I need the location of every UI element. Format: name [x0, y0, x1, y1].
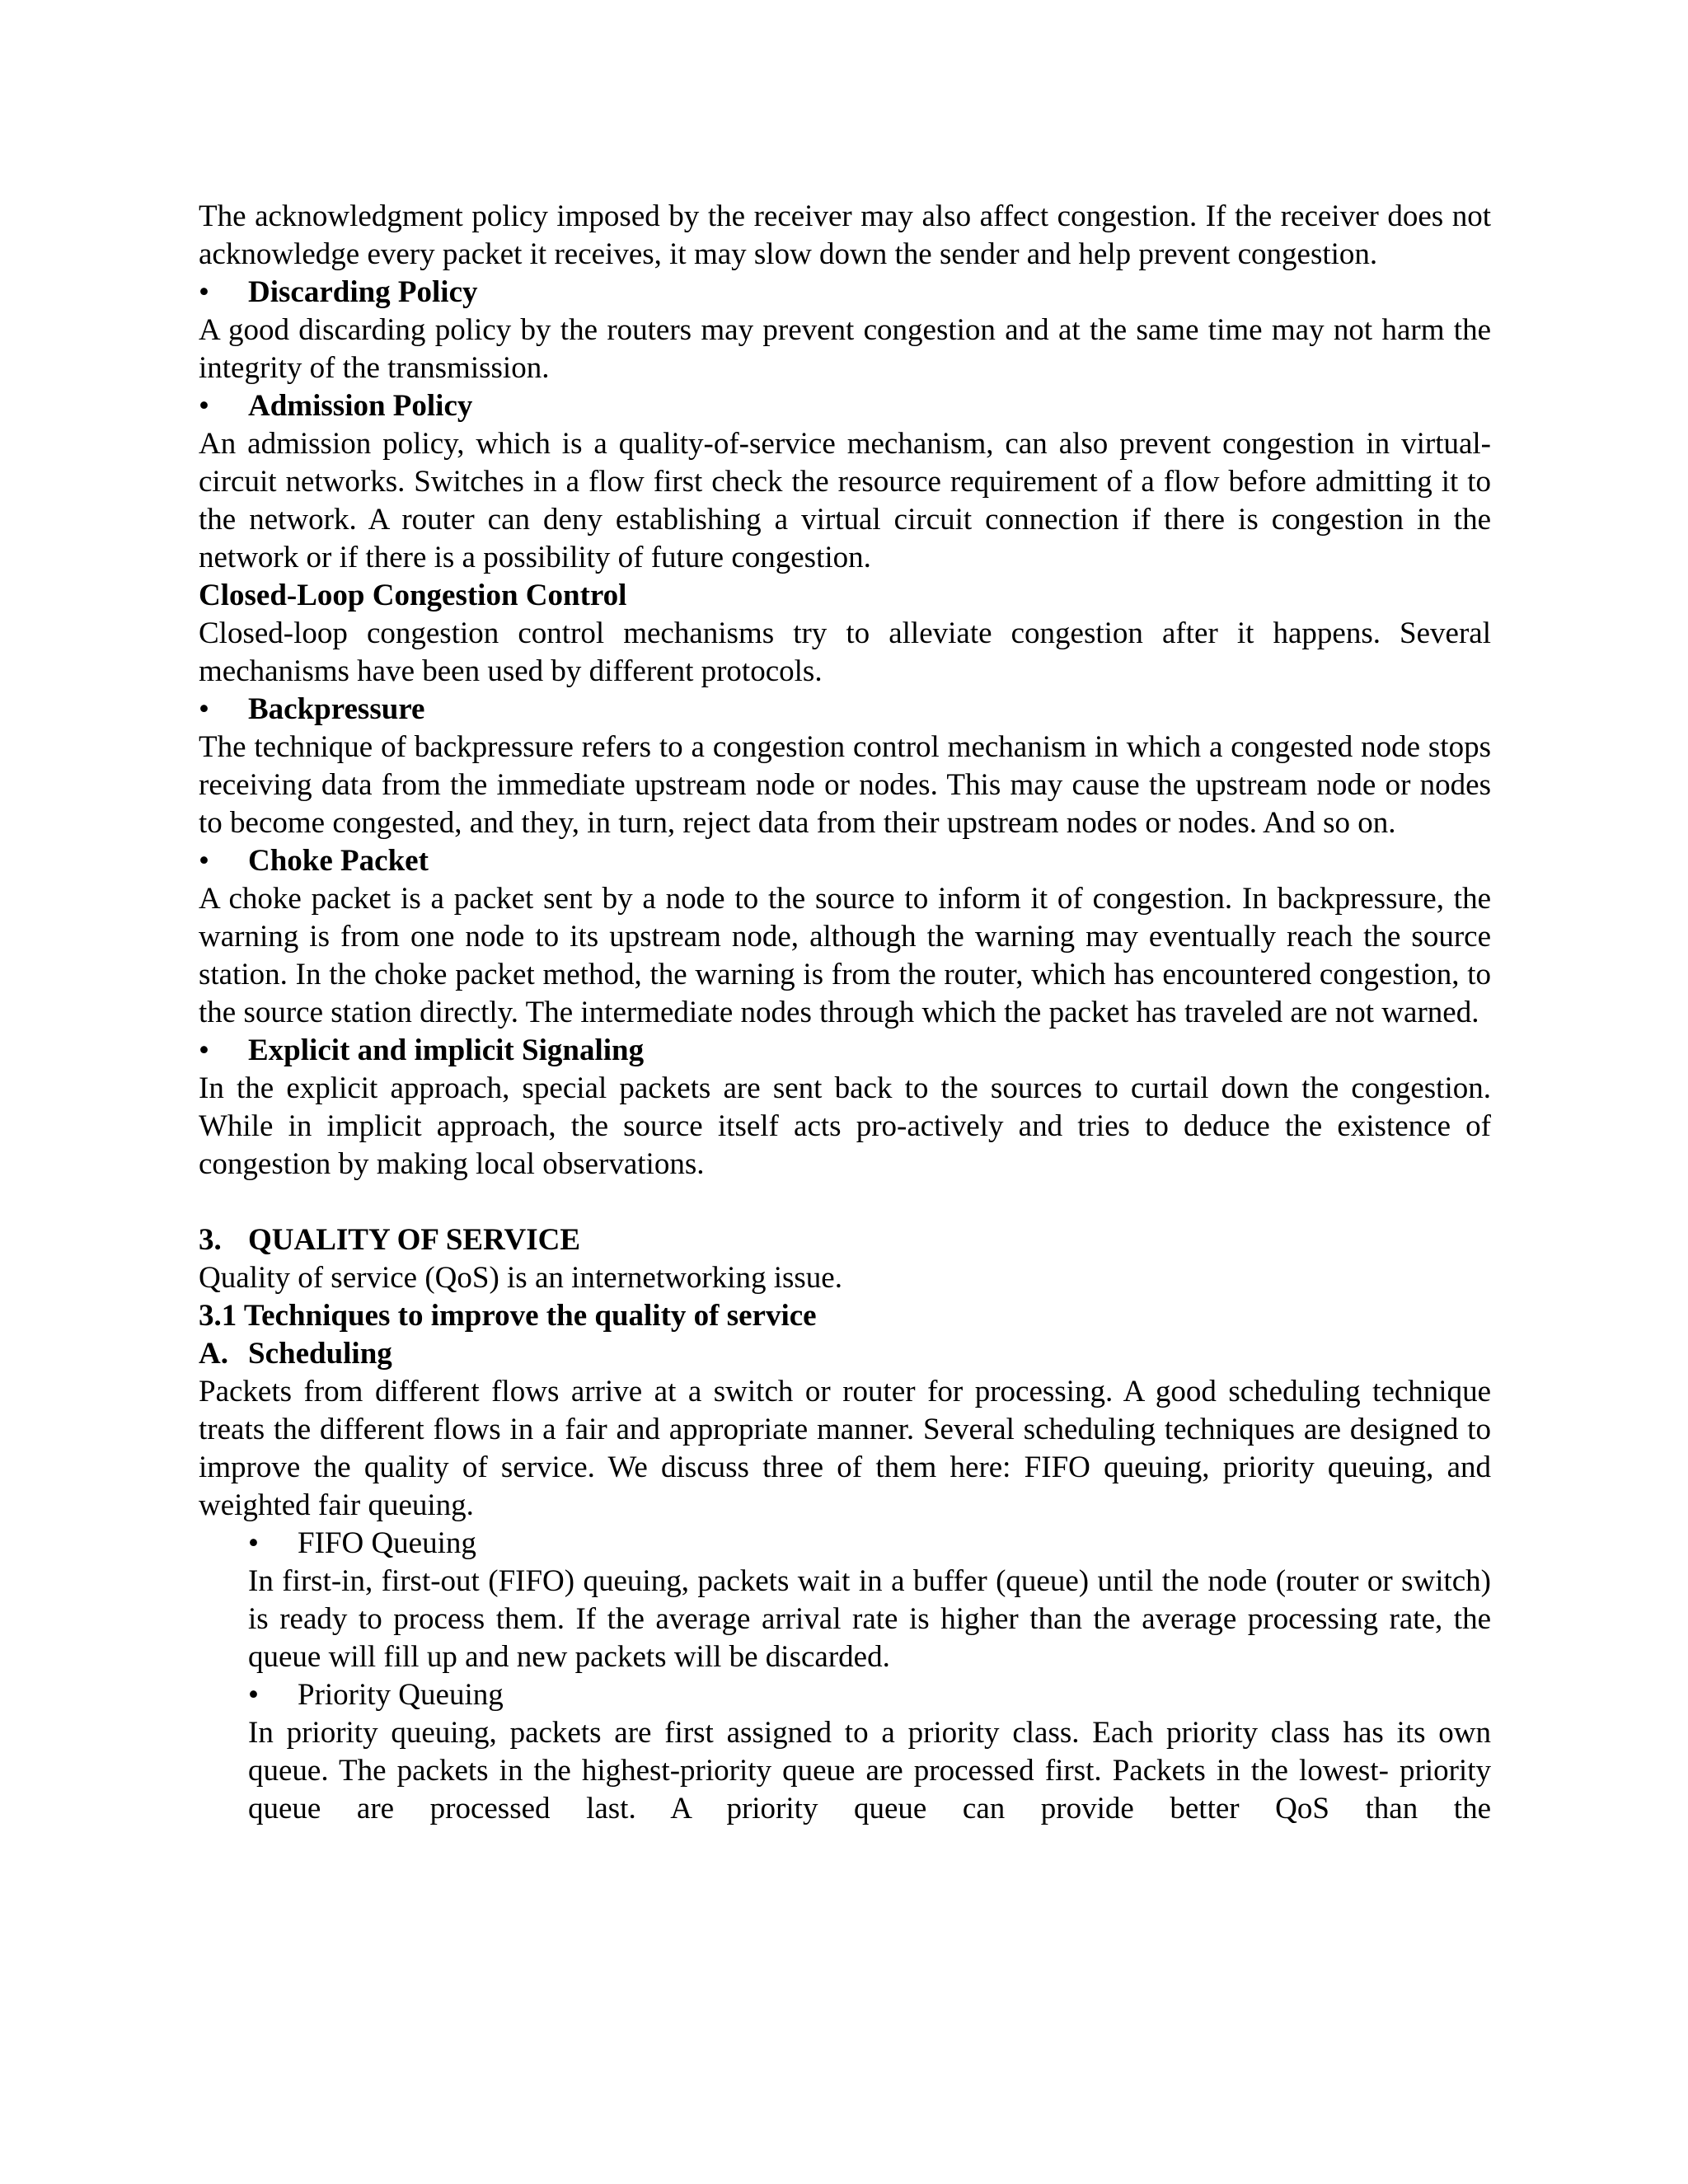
discarding-policy-heading — [199, 274, 1491, 312]
scheduling-title: Scheduling — [248, 1337, 392, 1371]
fifo-queuing-heading — [248, 1525, 1491, 1563]
backpressure-heading — [199, 691, 1491, 729]
priority-queuing-label: Priority Queuing — [298, 1678, 504, 1712]
document-page — [199, 198, 1491, 1828]
admission-policy-heading — [199, 387, 1491, 425]
choke-packet-text: A choke packet is a packet sent by a node to the source to inform it of congestion. In backpressure, the warning is from one node to its upstream node, although the warning may eventually reach the source station. In the choke packet method, the warning is from the router, which has encountered congestion, to the source station directly. The intermediate nodes through which the packet has traveled are not warned. — [199, 882, 1491, 1029]
signaling-heading — [199, 1032, 1491, 1070]
qos-subheading: 3.1 Techniques to improve the quality of service — [199, 1299, 817, 1333]
choke-packet-heading — [199, 842, 1491, 880]
priority-queuing-heading — [248, 1676, 1491, 1714]
bullet-icon: • — [199, 275, 209, 309]
bullet-icon: • — [199, 389, 209, 423]
closed-loop-heading: Closed-Loop Congestion Control — [199, 579, 627, 612]
choke-packet-label: Choke Packet — [248, 844, 429, 878]
discarding-policy-text: A good discarding policy by the routers may prevent congestion and at the same time may not harm the integrity of the transmission. — [199, 313, 1491, 385]
bullet-icon: • — [199, 692, 209, 726]
signaling-text: In the explicit approach, special packets are sent back to the sources to curtail down the congestion. While in implicit approach, the source itself acts pro-actively and tries to deduce the existence of congestion by making local observations. — [199, 1071, 1491, 1181]
scheduling-text: Packets from different flows arrive at a switch or router for processing. A good scheduling technique treats the different flows in a fair and appropriate manner. Several scheduling techniques are designed to improve the quality of service. We discuss three of them here: FIFO queuing, priority queuing, and weighted fair queuing. — [199, 1375, 1491, 1522]
bullet-icon: • — [199, 844, 209, 878]
intro-paragraph: The acknowledgment policy imposed by the receiver may also affect congestion. If the receiver does not acknowledge every packet it receives, it may slow down the sender and help prevent congestion. — [199, 199, 1491, 271]
priority-queuing-text: In priority queuing, packets are first assigned to a priority class. Each priority class has its own queue. The packets in the highest-priority queue are processed first. Packets in the lowest- priority queue are processed last. A priority queue can provide better QoS than the — [248, 1716, 1491, 1825]
section-spacer — [199, 1183, 1491, 1221]
admission-policy-text: An admission policy, which is a quality-of-service mechanism, can also prevent congestion in virtual-circuit networks. Switches in a flow first check the resource requirement of a flow before admitting it to the network. A router can deny establishing a virtual circuit connection if there is congestion in the network or if there is a possibility of future congestion. — [199, 427, 1491, 574]
closed-loop-intro: Closed-loop congestion control mechanisms try to alleviate congestion after it happens. Several mechanisms have been used by different protocols. — [199, 616, 1491, 688]
fifo-queuing-label: FIFO Queuing — [298, 1526, 476, 1560]
backpressure-label: Backpressure — [248, 692, 425, 726]
backpressure-text: The technique of backpressure refers to a congestion control mechanism in which a congested node stops receiving data from the immediate upstream node or nodes. This may cause the upstream node or nodes to become congested, and they, in turn, reject data from their upstream nodes or nodes. And so on. — [199, 730, 1491, 840]
scheduling-letter: A. — [199, 1337, 228, 1371]
bullet-icon: • — [199, 1033, 209, 1067]
qos-heading — [199, 1221, 1491, 1259]
admission-policy-label: Admission Policy — [248, 389, 473, 423]
bullet-icon: • — [248, 1526, 259, 1560]
qos-title: QUALITY OF SERVICE — [248, 1223, 581, 1257]
fifo-queuing-text: In first-in, first-out (FIFO) queuing, packets wait in a buffer (queue) until the node (router or switch) is ready to process them. If the average arrival rate is higher than the average processing rate, the queue will fill up and new packets will be discarded. — [248, 1564, 1491, 1674]
scheduling-heading — [199, 1335, 1491, 1373]
qos-number: 3. — [199, 1223, 222, 1257]
discarding-policy-label: Discarding Policy — [248, 275, 478, 309]
qos-intro: Quality of service (QoS) is an internetworking issue. — [199, 1261, 842, 1295]
signaling-label: Explicit and implicit Signaling — [248, 1033, 645, 1067]
bullet-icon: • — [248, 1678, 259, 1712]
